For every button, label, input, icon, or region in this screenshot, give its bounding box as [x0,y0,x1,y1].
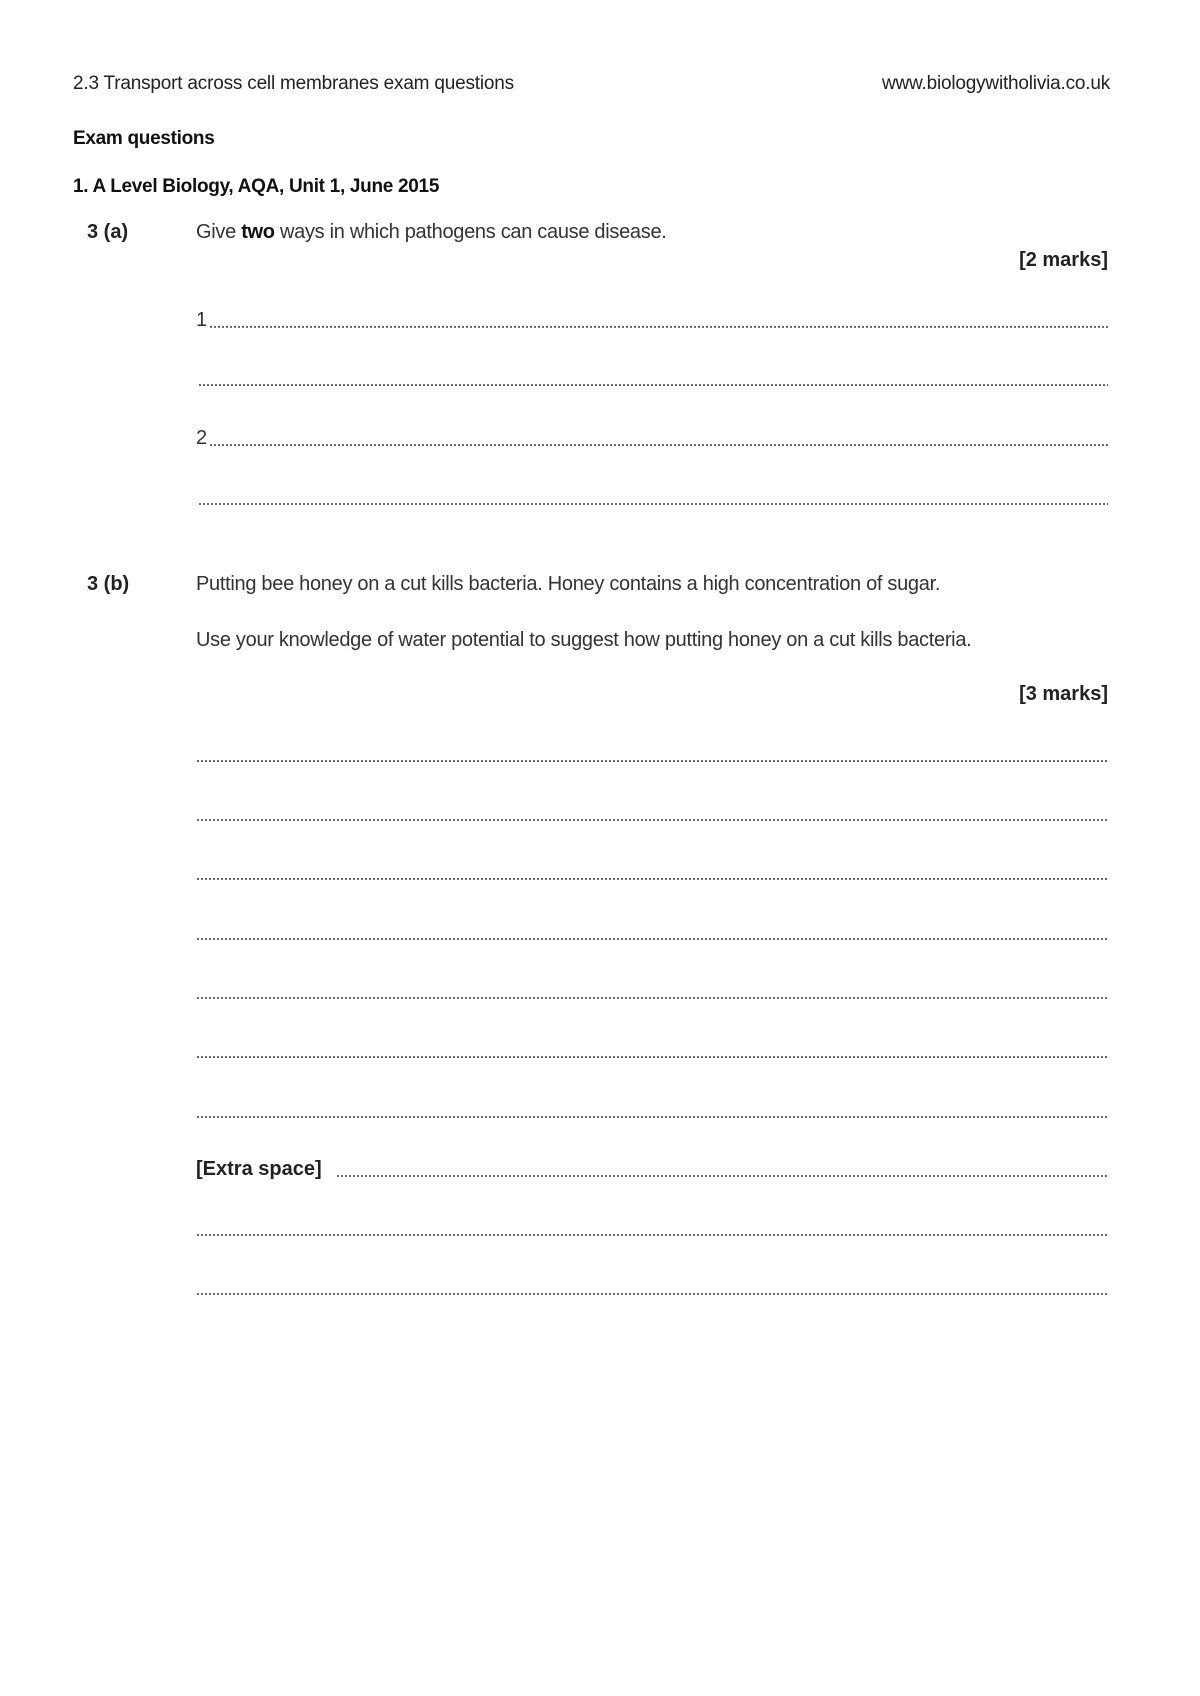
document-title: 2.3 Transport across cell membranes exam questions [73,73,514,94]
question-text-3b-prompt: Use your knowledge of water potential to suggest how putting honey on a cut kills bacteria. [196,629,972,651]
emphasis-two: two [241,221,275,243]
answer-line-3b-4[interactable] [196,926,1108,942]
answer-line-3b-5[interactable] [196,985,1108,1001]
question-text-3a: Give two ways in which pathogens can cause disease. [196,221,667,243]
answer-line-3a-1[interactable]: 1 [196,314,1108,330]
marks-3a: [2 marks] [1019,249,1108,271]
marks-3b: [3 marks] [1019,683,1108,705]
extra-answer-line-1[interactable] [196,1222,1108,1238]
extra-space-line[interactable] [196,1158,1108,1180]
question-number-3b: 3 (b) [87,573,130,595]
answer-line-3a-3[interactable]: 2 [196,432,1108,448]
extra-answer-line-2[interactable] [196,1281,1108,1297]
answer-line-3b-2[interactable] [196,807,1108,823]
extra-space-label: [Extra space] [196,1158,322,1180]
answer-line-3b-7[interactable] [196,1104,1108,1120]
answer-line-3b-1[interactable] [196,748,1108,764]
section-title: Exam questions [73,128,215,149]
answer-line-3a-4[interactable] [196,491,1108,507]
answer-line-3a-2[interactable] [196,372,1108,388]
answer-line-3b-6[interactable] [196,1044,1108,1060]
answer-line-3b-3[interactable] [196,866,1108,882]
question-number-3a: 3 (a) [87,221,129,243]
question-text-3b-intro: Putting bee honey on a cut kills bacteria. Honey contains a high concentration of sugar. [196,573,941,595]
question-source: 1. A Level Biology, AQA, Unit 1, June 2015 [73,176,440,197]
website-url: www.biologywitholivia.co.uk [882,73,1110,94]
